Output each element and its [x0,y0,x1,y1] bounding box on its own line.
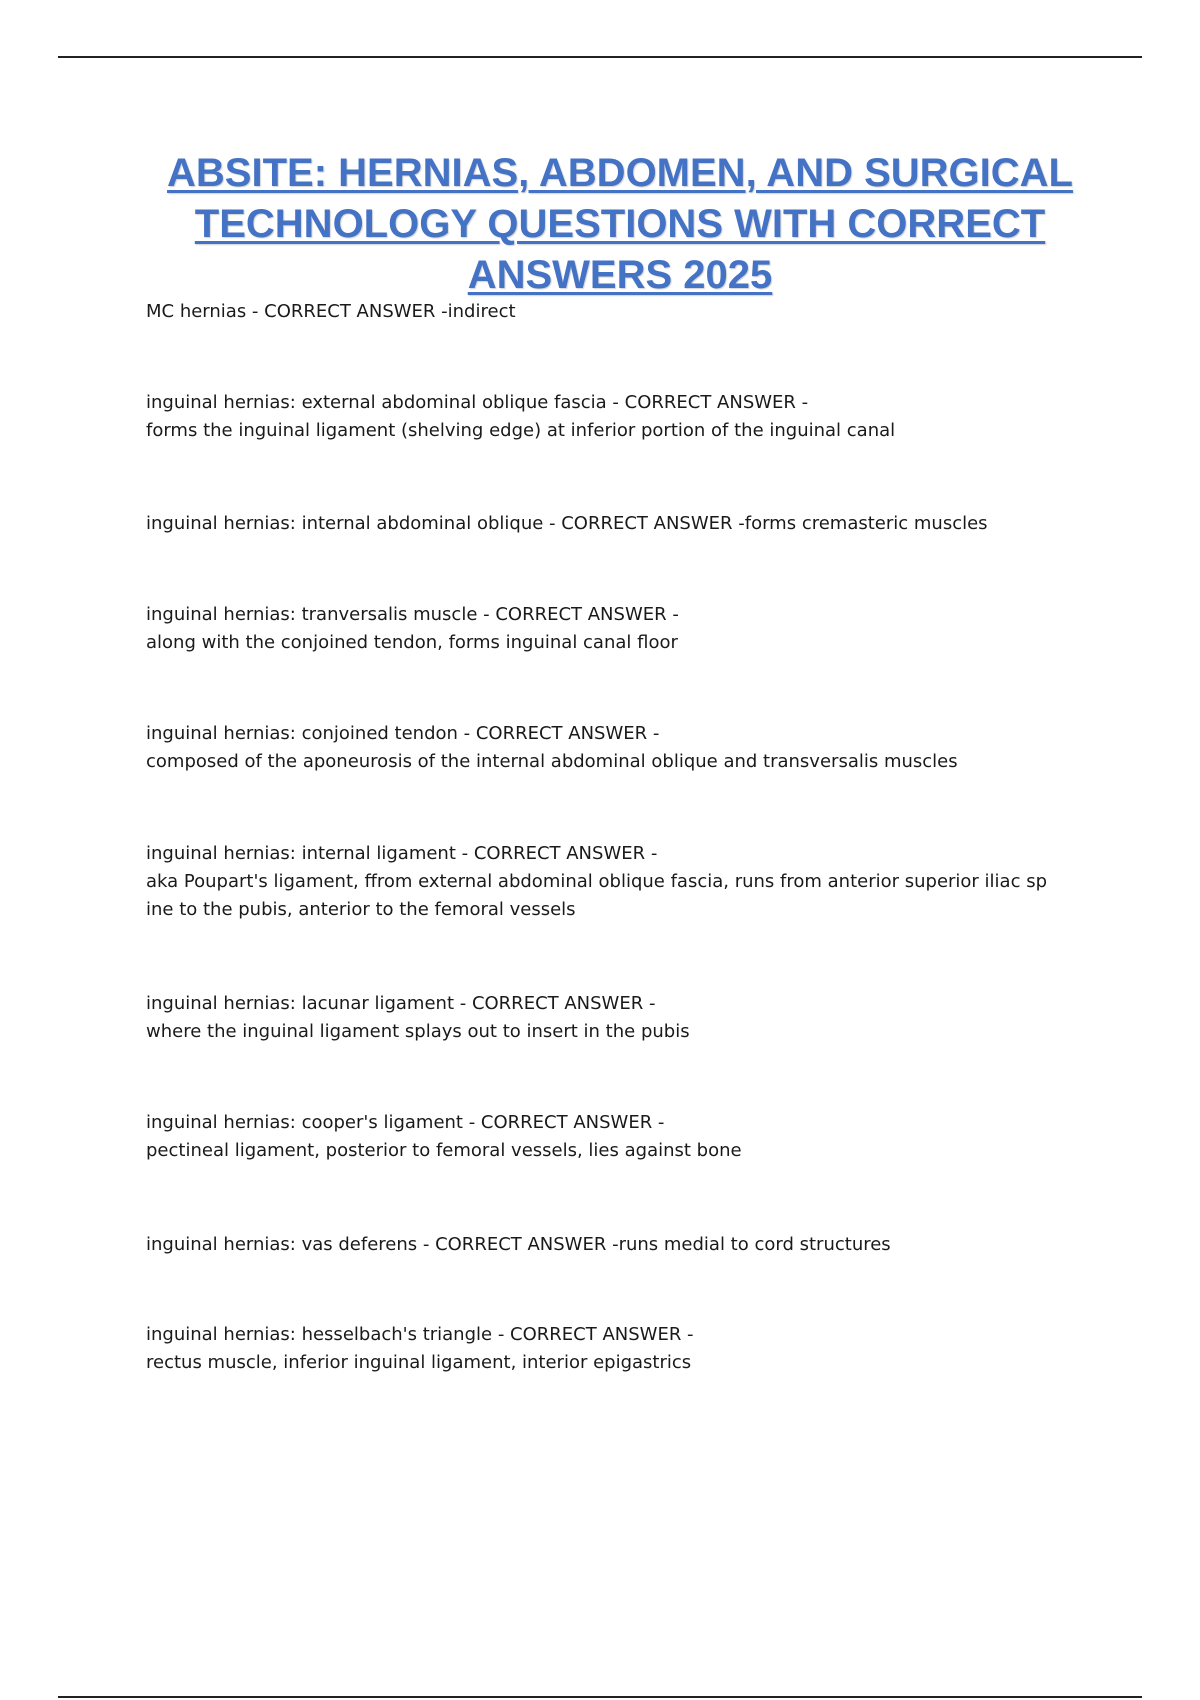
title-line-3: ANSWERS 2025 [467,253,773,297]
qa-line: pectineal ligament, posterior to femoral vessels, lies against bone [146,1140,742,1161]
qa-line: inguinal hernias: internal abdominal oblique - CORRECT ANSWER -forms cremasteric muscles [146,513,988,534]
top-rule [58,56,1142,58]
qa-entry-conjoined-tendon [146,720,1146,776]
document-title [100,148,1140,301]
qa-entry-mc-hernias [146,298,1146,326]
qa-line: composed of the aponeurosis of the internal abdominal oblique and transversalis muscles [146,751,958,772]
qa-entry-internal-oblique [146,510,1146,538]
qa-line: inguinal hernias: external abdominal oblique fascia - CORRECT ANSWER - [146,392,809,413]
qa-line: inguinal hernias: tranversalis muscle - CORRECT ANSWER - [146,604,679,625]
qa-line: where the inguinal ligament splays out to insert in the pubis [146,1021,690,1042]
qa-line: inguinal hernias: internal ligament - CORRECT ANSWER - [146,843,658,864]
qa-line: aka Poupart's ligament, ffrom external abdominal oblique fascia, runs from anterior superior iliac sp [146,871,1048,892]
qa-entry-coopers-ligament [146,1109,1146,1165]
qa-entry-transversalis [146,601,1146,657]
qa-line: forms the inguinal ligament (shelving edge) at inferior portion of the inguinal canal [146,420,896,441]
qa-line: rectus muscle, inferior inguinal ligament, interior epigastrics [146,1352,692,1373]
qa-line: MC hernias - CORRECT ANSWER -indirect [146,301,516,322]
qa-line: inguinal hernias: conjoined tendon - CORRECT ANSWER - [146,723,660,744]
qa-line: inguinal hernias: hesselbach's triangle - CORRECT ANSWER - [146,1324,694,1345]
qa-line: along with the conjoined tendon, forms inguinal canal floor [146,632,678,653]
qa-line: inguinal hernias: vas deferens - CORRECT ANSWER -runs medial to cord structures [146,1234,891,1255]
title-line-1: ABSITE: HERNIAS, ABDOMEN, AND SURGICAL [167,151,1073,195]
qa-entry-internal-ligament [146,840,1146,924]
qa-entry-vas-deferens [146,1231,1146,1259]
qa-line: inguinal hernias: lacunar ligament - CORRECT ANSWER - [146,993,656,1014]
bottom-rule [58,1696,1142,1698]
title-line-2: TECHNOLOGY QUESTIONS WITH CORRECT [194,202,1046,246]
qa-entry-lacunar-ligament [146,990,1146,1046]
qa-line: inguinal hernias: cooper's ligament - CORRECT ANSWER - [146,1112,665,1133]
qa-entry-hesselbachs-triangle [146,1321,1146,1377]
qa-entry-external-oblique [146,389,1146,445]
qa-line: ine to the pubis, anterior to the femoral vessels [146,899,576,920]
